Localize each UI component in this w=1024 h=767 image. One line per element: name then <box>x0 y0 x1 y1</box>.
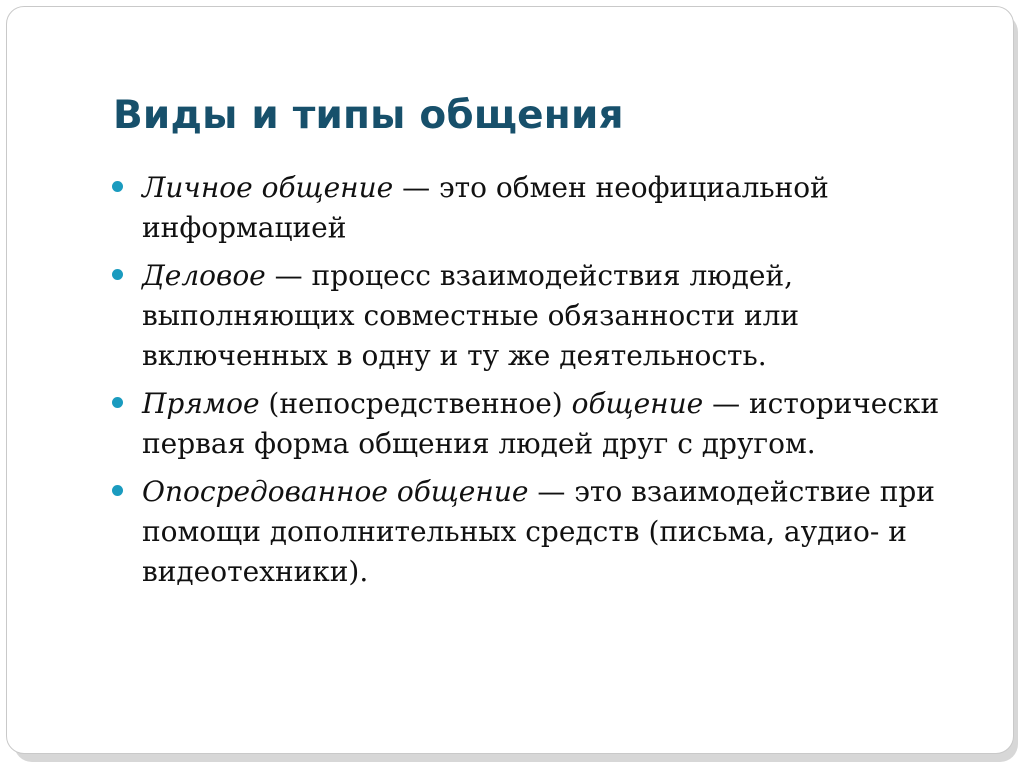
bullet-term: Прямое <box>142 387 260 420</box>
bullet-term: Опосредованное общение <box>142 475 529 508</box>
bullet-text: (непосредственное) <box>259 387 572 420</box>
bullet-item-mediated <box>112 472 992 592</box>
bullet-item-personal <box>112 168 992 248</box>
bullet-item-business <box>112 256 992 376</box>
bullet-term: общение <box>571 387 704 420</box>
bullet-text: — это взаимодействие при помощи дополнительных средств (письма, аудио- и видеотехники). <box>142 475 935 588</box>
bullet-dot-icon <box>112 269 123 280</box>
bullet-term: Деловое <box>142 259 266 292</box>
bullet-text: — процесс взаимодействия людей, выполняющих совместные обязанности или включенных в одну и ту же деятельность. <box>142 259 800 372</box>
bullet-dot-icon <box>112 485 123 496</box>
bullet-dot-icon <box>112 181 123 192</box>
bullet-dot-icon <box>112 397 123 408</box>
bullet-list <box>112 168 992 600</box>
bullet-item-direct <box>112 384 992 464</box>
bullet-text: — исторически первая форма общения людей друг с другом. <box>142 387 940 460</box>
bullet-text: — это обмен неофициальной информацией <box>142 171 829 244</box>
bullet-term: Личное общение <box>142 171 394 204</box>
slide-title: Виды и типы общения <box>113 93 624 138</box>
